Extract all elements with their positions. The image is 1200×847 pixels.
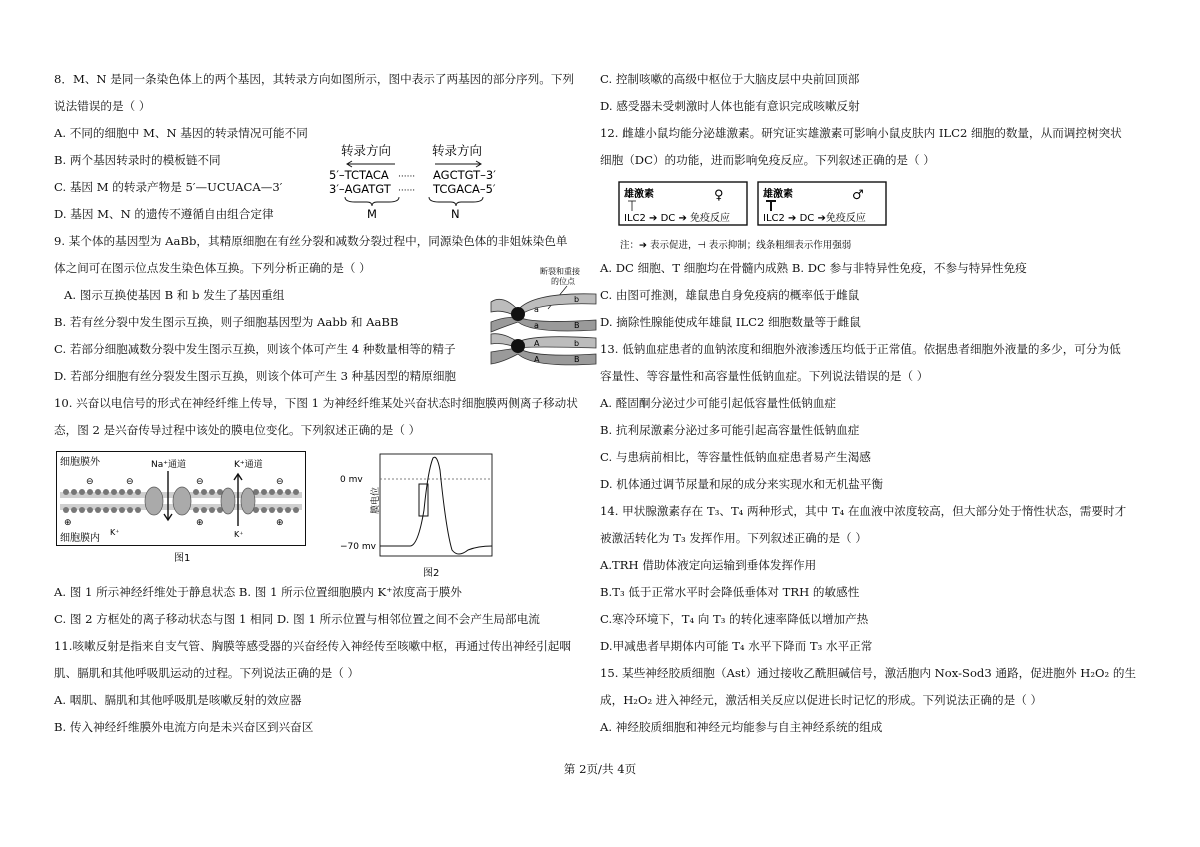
- male-pathway: ILC2 ➔ DC ➔免疫反应: [763, 213, 866, 224]
- q13-option-c: C. 与患病前相比，等容量性低钠血症患者易产生渴感: [600, 450, 871, 464]
- potential-curve: [380, 457, 492, 554]
- q12-option-d: D. 摘除性腺能使成年雄鼠 ILC2 细胞数量等于雌鼠: [600, 315, 861, 329]
- q15-stem-1: 15. 某些神经胶质细胞（Ast）通过接收乙酰胆碱信号，激活胞内 Nox-Sod3 通路，促进胞外 H₂O₂ 的生: [600, 666, 1137, 680]
- q13-option-a: A. 醛固酮分泌过少可能引起低容量性低钠血症: [600, 396, 837, 410]
- q15-stem-2: 成，H₂O₂ 进入神经元，激活相关反应以促进长时记忆的形成。下列说法正确的是（ ）: [600, 693, 1043, 707]
- na-channel-label: Na⁺通道: [151, 460, 186, 470]
- q11-stem-2: 肌、膈肌和其他呼吸肌运动的过程。下列说法正确的是（ ）: [54, 666, 360, 680]
- q9-stem-1: 9. 某个体的基因型为 AaBb，其精原细胞在有丝分裂和减数分裂过程中，同源染色体的非姐妹染色单: [54, 234, 568, 248]
- outside-label: 细胞膜外: [60, 457, 100, 468]
- transcription-label-n: 转录方向: [432, 143, 483, 158]
- q12-option-c: C. 由图可推测，雄鼠患自身免疫病的概率低于雌鼠: [600, 288, 860, 302]
- q11-option-c: C. 控制咳嗽的高级中枢位于大脑皮层中央前回顶部: [600, 72, 860, 86]
- q14-stem-2: 被激活转化为 T₃ 发挥作用。下列叙述正确的是（ ）: [600, 531, 867, 545]
- chromatid-upper-1: [491, 294, 596, 317]
- chromosome-crossover-figure: [488, 262, 603, 370]
- q11-option-d: D. 感受器未受刺激时人体也能有意识完成咳嗽反射: [600, 99, 860, 113]
- q8-option-d: D. 基因 M、N 的遗传不遵循自由组合定律: [54, 207, 274, 221]
- q9-option-a: A. 图示互换使基因 B 和 b 发生了基因重组: [64, 288, 285, 302]
- gene-b-3: b: [574, 339, 580, 348]
- page-footer: 第 2页/共 4页: [563, 762, 637, 776]
- svg-text:⊕: ⊕: [276, 518, 284, 528]
- figure-note: 注：➔ 表示促进，⊣ 表示抑制；线条粗细表示作用强弱: [620, 240, 852, 251]
- q10-option-ab: A. 图 1 所示神经纤维处于静息状态 B. 图 1 所示位置细胞膜内 K⁺浓度高于膜外: [54, 585, 462, 599]
- gene-b-1: b: [574, 295, 580, 304]
- q12-option-ab: A. DC 细胞、T 细胞均在骨髓内成熟 B. DC 参与非特异性免疫，不参与特异性免疫: [600, 261, 1027, 275]
- k-channel-label: K⁺通道: [234, 460, 263, 470]
- chromatid-upper-2: [491, 317, 596, 332]
- male-symbol-icon: ♂: [852, 188, 864, 203]
- svg-text:⊕: ⊕: [64, 518, 72, 528]
- q9-option-d: D. 若部分细胞有丝分裂发生图示互换，则该个体可产生 3 种基因型的精原细胞: [54, 369, 457, 383]
- crossover-caption-1: 断裂和重接: [540, 267, 580, 276]
- gene-A-1: A: [534, 339, 540, 348]
- q10-stem-1: 10. 兴奋以电信号的形式在神经纤维上传导，下图 1 为神经纤维某处兴奋状态时细胞膜两侧离子移动状: [54, 396, 578, 410]
- bottom-strand-left: 3′–AGATGT: [329, 182, 391, 196]
- top-strand-left: 5′–TCTACA: [329, 168, 389, 182]
- q11-stem-1: 11.咳嗽反射是指来自支气管、胸膜等感受器的兴奋经传入神经传至咳嗽中枢，再通过传出神经引起咽: [54, 639, 571, 653]
- q8-option-a: A. 不同的细胞中 M、N 基因的转录情况可能不同: [54, 126, 308, 140]
- gene-a-2: a: [534, 321, 539, 330]
- male-androgen-label: 雄激素: [763, 189, 793, 200]
- q13-stem-1: 13. 低钠血症患者的血钠浓度和细胞外液渗透压均低于正常值。依据患者细胞外液量的多少，可分为低: [600, 342, 1121, 356]
- female-androgen-label: 雄激素: [624, 189, 654, 200]
- svg-text:⊖: ⊖: [276, 477, 284, 487]
- q11-option-b: B. 传入神经纤维膜外电流方向是未兴奋区到兴奋区: [54, 720, 314, 734]
- k-ion-label-2: K⁺: [234, 530, 244, 539]
- action-potential-figure-2: [340, 450, 500, 580]
- figure-1-caption: 图1: [174, 553, 191, 563]
- gene-B-2: B: [574, 321, 580, 330]
- figure-2-caption: 图2: [423, 568, 440, 579]
- arrow-right-icon: [435, 161, 481, 167]
- q12-stem-2: 细胞（DC）的功能，进而影响免疫反应。下列叙述正确的是（ ）: [600, 153, 935, 167]
- gene-n-label: N: [451, 207, 460, 220]
- gene-m-label: M: [367, 207, 377, 220]
- gene-A-2: A: [534, 355, 540, 364]
- right-column: [600, 66, 1145, 741]
- gene-a-1: a: [534, 305, 539, 314]
- zero-mv-label: 0 mv: [340, 475, 363, 485]
- q15-option-a: A. 神经胶质细胞和神经元均能参与自主神经系统的组成: [600, 720, 883, 734]
- q10-option-cd: C. 图 2 方框处的离子移动状态与图 1 相同 D. 图 1 所示位置与相邻位置之间不会产生局部电流: [54, 612, 540, 626]
- q8-stem-1: 8．M、N 是同一条染色体上的两个基因，其转录方向如图所示，图中表示了两基因的部分序列。下列: [54, 72, 575, 86]
- q12-stem-1: 12. 雌雄小鼠均能分泌雄激素。研究证实雄激素可影响小鼠皮肤内 ILC2 细胞的数量，从而调控树突状: [600, 126, 1122, 140]
- chromatid-lower-2: [491, 348, 596, 365]
- centromere-upper: [511, 307, 525, 321]
- q9-stem-2: 体之间可在图示位点发生染色体互换。下列分析正确的是（ ）: [54, 261, 371, 275]
- membrane-potential-ylabel: 膜电位: [371, 486, 381, 514]
- top-strand-dots: ······: [398, 172, 416, 182]
- bottom-strand-right: TCGACA–5′: [433, 182, 496, 196]
- svg-text:⊖: ⊖: [86, 477, 94, 487]
- inside-label: 细胞膜内: [60, 533, 100, 544]
- q14-option-b: B.T₃ 低于正常水平时会降低垂体对 TRH 的敏感性: [600, 585, 860, 599]
- female-symbol-icon: ♀: [714, 188, 724, 203]
- brace-n: [429, 197, 483, 206]
- bottom-strand-dots: ······: [398, 186, 416, 196]
- top-strand-right: AGCTGT–3′: [433, 168, 496, 182]
- q14-option-a: A.TRH 借助体液定向运输到垂体发挥作用: [600, 558, 817, 572]
- q13-option-d: D. 机体通过调节尿量和尿的成分来实现水和无机盐平衡: [600, 477, 883, 491]
- k-ion-label-1: K⁺: [110, 528, 120, 537]
- q14-option-d: D.甲减患者早期体内可能 T₄ 水平下降而 T₃ 水平正常: [600, 639, 873, 653]
- androgen-immune-figure: [618, 180, 908, 254]
- q13-stem-2: 容量性、等容量性和高容量性低钠血症。下列说法错误的是（ ）: [600, 369, 929, 383]
- chromatid-lower-1: [491, 334, 596, 348]
- arrow-left-icon: [347, 161, 395, 167]
- svg-text:⊖: ⊖: [196, 477, 204, 487]
- q10-stem-2: 态，图 2 是兴奋传导过程中该处的膜电位变化。下列叙述正确的是（ ）: [54, 423, 421, 437]
- dna-transcription-figure: [325, 140, 525, 220]
- brace-m: [345, 197, 399, 206]
- q8-option-c: C. 基因 M 的转录产物是 5′—UCUACA—3′: [54, 180, 283, 194]
- crossover-caption-2: 的位点: [551, 277, 575, 286]
- q14-stem-1: 14. 甲状腺激素存在 T₃、T₄ 两种形式，其中 T₄ 在血液中浓度较高，但大部分处于惰性状态，需要时才: [600, 504, 1127, 518]
- membrane-figure-1: [56, 451, 306, 563]
- q8-stem-2: 说法错误的是（ ）: [54, 99, 151, 113]
- transcription-label-m: 转录方向: [341, 143, 392, 158]
- q9-option-b: B. 若有丝分裂中发生图示互换，则子细胞基因型为 Aabb 和 AaBB: [54, 315, 399, 329]
- gene-B-4: B: [574, 355, 580, 364]
- svg-text:⊖: ⊖: [126, 477, 134, 487]
- q14-option-c: C.寒冷环境下，T₄ 向 T₃ 的转化速率降低以增加产热: [600, 612, 869, 626]
- q9-option-c: C. 若部分细胞减数分裂中发生图示互换，则该个体可产生 4 种数量相等的精子: [54, 342, 456, 356]
- plot-frame: [380, 454, 492, 556]
- q13-option-b: B. 抗利尿激素分泌过多可能引起高容量性低钠血症: [600, 423, 860, 437]
- q11-option-a: A. 咽肌、膈肌和其他呼吸肌是咳嗽反射的效应器: [54, 693, 302, 707]
- svg-text:⊕: ⊕: [196, 518, 204, 528]
- q8-option-b: B. 两个基因转录时的模板链不同: [54, 153, 221, 167]
- female-pathway: ILC2 ➔ DC ➔ 免疫反应: [624, 213, 731, 224]
- centromere-lower: [511, 339, 525, 353]
- minus70-mv-label: −70 mv: [340, 542, 376, 552]
